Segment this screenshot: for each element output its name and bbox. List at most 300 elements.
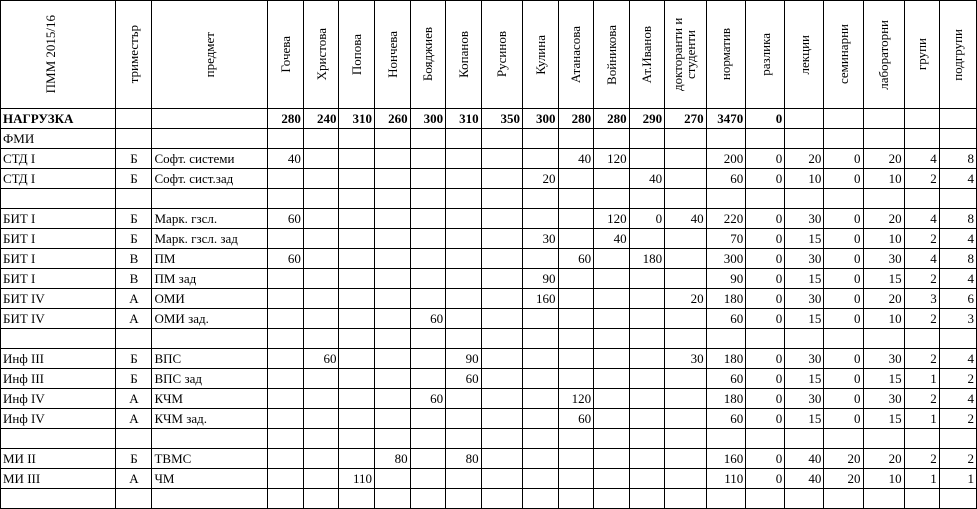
- table-row: [1, 149, 977, 169]
- table-cell: 0: [824, 249, 863, 269]
- table-cell: 40: [665, 209, 706, 229]
- table-cell: [522, 429, 558, 449]
- table-cell: 0: [824, 409, 863, 429]
- header-labs: [863, 1, 904, 109]
- table-cell: [303, 129, 339, 149]
- table-cell: [481, 129, 522, 149]
- table-cell: [594, 469, 630, 489]
- table-cell: 40: [785, 469, 824, 489]
- table-cell: [1, 189, 116, 209]
- table-cell: 15: [863, 269, 904, 289]
- table-cell: [558, 269, 594, 289]
- table-cell: [410, 349, 446, 369]
- table-cell: КЧМ: [152, 389, 268, 409]
- table-row: [1, 309, 977, 329]
- table-cell: [785, 129, 824, 149]
- table-cell: [629, 129, 665, 149]
- table-cell: 2: [904, 389, 939, 409]
- table-cell: 160: [522, 289, 558, 309]
- table-cell: Б: [116, 449, 152, 469]
- header-subject: [152, 1, 268, 109]
- teacher-label: Нончева: [384, 31, 400, 78]
- table-cell: 180: [629, 249, 665, 269]
- table-cell: [446, 409, 482, 429]
- teacher-label: Ат.Иванов: [639, 25, 655, 84]
- table-cell: [410, 229, 446, 249]
- table-cell: 20: [863, 209, 904, 229]
- table-cell: 40: [558, 149, 594, 169]
- table-cell: 30: [785, 209, 824, 229]
- table-cell: 4: [939, 169, 976, 189]
- header-teacher: [268, 1, 304, 109]
- table-cell: [522, 329, 558, 349]
- table-cell: [375, 369, 411, 389]
- table-cell: [410, 429, 446, 449]
- table-cell: А: [116, 389, 152, 409]
- table-cell: 60: [268, 249, 304, 269]
- table-cell: 3470: [706, 109, 746, 129]
- table-cell: 0: [824, 349, 863, 369]
- table-cell: В: [116, 269, 152, 289]
- header-row: [1, 1, 977, 109]
- table-cell: [558, 209, 594, 229]
- table-cell: [152, 189, 268, 209]
- teacher-label: Христова: [313, 28, 329, 81]
- table-cell: [410, 149, 446, 169]
- table-cell: 1: [904, 469, 939, 489]
- header-difference: [746, 1, 785, 109]
- table-cell: [746, 329, 785, 349]
- table-cell: [303, 249, 339, 269]
- table-cell: [481, 249, 522, 269]
- table-cell: [410, 449, 446, 469]
- table-cell: 2: [904, 309, 939, 329]
- table-cell: [665, 189, 706, 209]
- table-cell: [481, 349, 522, 369]
- table-cell: [785, 329, 824, 349]
- table-cell: 300: [410, 109, 446, 129]
- table-cell: [339, 149, 375, 169]
- table-cell: [594, 289, 630, 309]
- table-cell: [481, 189, 522, 209]
- table-cell: [481, 469, 522, 489]
- header-lectures: [785, 1, 824, 109]
- table-cell: [303, 429, 339, 449]
- table-cell: Софт. сист.зад: [152, 169, 268, 189]
- table-cell: 300: [522, 109, 558, 129]
- seminars-label: семинарни: [835, 24, 851, 85]
- teacher-label: Атанасова: [568, 25, 584, 84]
- table-cell: [785, 429, 824, 449]
- table-row: [1, 449, 977, 469]
- table-cell: [375, 129, 411, 149]
- table-cell: [746, 189, 785, 209]
- table-cell: [629, 469, 665, 489]
- table-cell: [594, 169, 630, 189]
- table-cell: 0: [746, 149, 785, 169]
- table-cell: [303, 409, 339, 429]
- table-cell: [375, 309, 411, 329]
- table-cell: [594, 269, 630, 289]
- table-cell: [116, 429, 152, 449]
- table-cell: [558, 369, 594, 389]
- table-cell: [522, 409, 558, 429]
- table-cell: Софт. системи: [152, 149, 268, 169]
- table-cell: [594, 409, 630, 429]
- table-cell: [268, 129, 304, 149]
- table-cell: 240: [303, 109, 339, 129]
- table-cell: [303, 209, 339, 229]
- table-cell: [824, 189, 863, 209]
- table-cell: [558, 349, 594, 369]
- table-cell: 310: [339, 109, 375, 129]
- table-cell: [665, 269, 706, 289]
- table-cell: СТД I: [1, 149, 116, 169]
- teacher-label: Попова: [349, 33, 365, 76]
- table-cell: [665, 469, 706, 489]
- table-cell: 60: [410, 309, 446, 329]
- table-cell: [522, 469, 558, 489]
- table-row: [1, 329, 977, 349]
- table-cell: [410, 249, 446, 269]
- table-cell: 1: [939, 469, 976, 489]
- table-cell: 1: [904, 369, 939, 389]
- table-cell: 120: [558, 389, 594, 409]
- table-cell: [339, 189, 375, 209]
- table-cell: 2: [904, 349, 939, 369]
- table-cell: 280: [268, 109, 304, 129]
- table-row: [1, 389, 977, 409]
- table-cell: [375, 469, 411, 489]
- table-cell: ОМИ зад.: [152, 309, 268, 329]
- table-row: [1, 289, 977, 309]
- table-cell: 20: [665, 289, 706, 309]
- table-cell: 0: [824, 289, 863, 309]
- table-cell: 90: [706, 269, 746, 289]
- table-cell: [629, 149, 665, 169]
- table-cell: [339, 209, 375, 229]
- table-cell: [939, 129, 976, 149]
- table-cell: [558, 309, 594, 329]
- table-cell: 20: [863, 149, 904, 169]
- table-cell: 70: [706, 229, 746, 249]
- table-cell: 0: [746, 369, 785, 389]
- norm-label: норматив: [718, 28, 734, 81]
- table-cell: [629, 229, 665, 249]
- table-cell: [481, 309, 522, 329]
- table-cell: [481, 149, 522, 169]
- table-cell: 15: [785, 309, 824, 329]
- table-cell: 1: [904, 409, 939, 429]
- table-cell: [375, 389, 411, 409]
- header-program: [1, 1, 116, 109]
- table-cell: 180: [706, 349, 746, 369]
- table-row: [1, 349, 977, 369]
- table-cell: [446, 469, 482, 489]
- table-cell: [481, 209, 522, 229]
- table-cell: 3: [939, 309, 976, 329]
- groups-label: групи: [914, 38, 930, 71]
- table-cell: [116, 129, 152, 149]
- table-cell: [594, 249, 630, 269]
- table-cell: [303, 469, 339, 489]
- table-cell: 60: [410, 389, 446, 409]
- table-row: [1, 409, 977, 429]
- table-cell: [446, 309, 482, 329]
- table-cell: [375, 429, 411, 449]
- table-cell: [939, 189, 976, 209]
- table-cell: [410, 129, 446, 149]
- table-cell: [375, 329, 411, 349]
- teacher-label: докторанти и студенти: [670, 17, 699, 92]
- table-cell: [1, 429, 116, 449]
- table-cell: [481, 229, 522, 249]
- header-seminars: [824, 1, 863, 109]
- table-cell: [446, 169, 482, 189]
- table-cell: 0: [824, 169, 863, 189]
- table-cell: [665, 169, 706, 189]
- table-cell: 2: [939, 369, 976, 389]
- table-cell: 270: [665, 109, 706, 129]
- table-cell: [410, 269, 446, 289]
- table-cell: 30: [785, 289, 824, 309]
- table-cell: [481, 409, 522, 429]
- table-cell: [863, 129, 904, 149]
- header-teacher: [481, 1, 522, 109]
- table-cell: 120: [594, 149, 630, 169]
- table-cell: [339, 269, 375, 289]
- table-cell: 0: [629, 209, 665, 229]
- teacher-label: Войникова: [603, 24, 619, 85]
- table-cell: [446, 229, 482, 249]
- table-cell: [629, 349, 665, 369]
- table-cell: 15: [785, 229, 824, 249]
- table-cell: Б: [116, 369, 152, 389]
- table-cell: 4: [939, 269, 976, 289]
- table-cell: [594, 349, 630, 369]
- table-cell: 0: [746, 389, 785, 409]
- table-cell: [339, 369, 375, 389]
- table-cell: [339, 449, 375, 469]
- table-cell: [558, 169, 594, 189]
- table-cell: 2: [939, 409, 976, 429]
- table-cell: [339, 309, 375, 329]
- table-cell: [629, 389, 665, 409]
- table-cell: 2: [904, 449, 939, 469]
- table-cell: [268, 369, 304, 389]
- table-cell: 8: [939, 149, 976, 169]
- table-cell: 350: [481, 109, 522, 129]
- table-cell: 0: [746, 169, 785, 189]
- table-cell: 8: [939, 249, 976, 269]
- table-cell: 20: [824, 469, 863, 489]
- table-row: [1, 129, 977, 149]
- table-cell: [446, 429, 482, 449]
- header-teacher: [629, 1, 665, 109]
- table-cell: [824, 129, 863, 149]
- table-cell: КЧМ зад.: [152, 409, 268, 429]
- table-cell: [629, 189, 665, 209]
- table-cell: [481, 389, 522, 409]
- table-cell: [303, 329, 339, 349]
- table-row: [1, 469, 977, 489]
- table-cell: 0: [746, 249, 785, 269]
- subgroups-label: подгрупи: [950, 28, 966, 81]
- table-cell: 15: [863, 409, 904, 429]
- table-cell: [268, 349, 304, 369]
- table-cell: 40: [268, 149, 304, 169]
- table-cell: [629, 269, 665, 289]
- table-cell: МИ II: [1, 449, 116, 469]
- table-cell: [375, 289, 411, 309]
- table-row: [1, 109, 977, 129]
- table-cell: [446, 189, 482, 209]
- table-cell: [268, 289, 304, 309]
- table-cell: 60: [706, 169, 746, 189]
- table-cell: [446, 209, 482, 229]
- table-cell: БИТ I: [1, 269, 116, 289]
- table-cell: [824, 429, 863, 449]
- table-cell: [481, 169, 522, 189]
- table-cell: А: [116, 309, 152, 329]
- header-teacher: [522, 1, 558, 109]
- table-cell: Инф IV: [1, 409, 116, 429]
- table-cell: [665, 309, 706, 329]
- table-cell: [594, 429, 630, 449]
- table-cell: [522, 129, 558, 149]
- header-groups: [904, 1, 939, 109]
- table-cell: [665, 449, 706, 469]
- table-cell: 300: [706, 249, 746, 269]
- table-cell: [152, 429, 268, 449]
- table-cell: [785, 189, 824, 209]
- table-cell: 10: [785, 169, 824, 189]
- table-cell: [375, 189, 411, 209]
- table-cell: 4: [939, 349, 976, 369]
- labs-label: лабораторни: [876, 19, 892, 90]
- table-cell: [446, 389, 482, 409]
- table-cell: 2: [904, 169, 939, 189]
- program-label: ПММ 2015/16: [43, 15, 59, 94]
- table-cell: 30: [863, 349, 904, 369]
- header-teacher: [558, 1, 594, 109]
- table-cell: [268, 469, 304, 489]
- table-cell: ВПС зад: [152, 369, 268, 389]
- table-cell: [410, 369, 446, 389]
- table-body: [1, 109, 977, 509]
- table-cell: [481, 329, 522, 349]
- table-cell: [594, 129, 630, 149]
- table-cell: [706, 129, 746, 149]
- table-cell: [665, 329, 706, 349]
- table-cell: [785, 109, 824, 129]
- table-cell: 0: [746, 449, 785, 469]
- table-cell: [303, 169, 339, 189]
- table-cell: ОМИ: [152, 289, 268, 309]
- table-cell: [446, 129, 482, 149]
- teacher-label: Гочева: [278, 36, 294, 73]
- table-cell: 310: [446, 109, 482, 129]
- table-cell: 30: [785, 389, 824, 409]
- table-cell: [522, 189, 558, 209]
- table-cell: 0: [746, 209, 785, 229]
- table-cell: 180: [706, 389, 746, 409]
- table-cell: [481, 369, 522, 389]
- lectures-label: лекции: [796, 34, 812, 75]
- table-cell: [116, 329, 152, 349]
- table-cell: БИТ I: [1, 229, 116, 249]
- table-cell: [904, 109, 939, 129]
- table-cell: [152, 129, 268, 149]
- table-cell: [268, 329, 304, 349]
- table-cell: [629, 369, 665, 389]
- table-cell: [481, 449, 522, 469]
- table-cell: [152, 109, 268, 129]
- table-cell: Марк. гзсл.: [152, 209, 268, 229]
- table-cell: ТВМС: [152, 449, 268, 469]
- table-cell: 200: [706, 149, 746, 169]
- header-teacher: [303, 1, 339, 109]
- table-cell: [706, 329, 746, 349]
- table-cell: 2: [904, 269, 939, 289]
- table-row: [1, 209, 977, 229]
- table-cell: [558, 429, 594, 449]
- table-cell: [268, 309, 304, 329]
- table-cell: [446, 329, 482, 349]
- table-cell: [522, 209, 558, 229]
- table-cell: [339, 169, 375, 189]
- header-teacher: [665, 1, 706, 109]
- table-cell: [522, 369, 558, 389]
- table-cell: [863, 189, 904, 209]
- table-cell: [375, 169, 411, 189]
- table-cell: [904, 329, 939, 349]
- header-subgroups: [939, 1, 976, 109]
- table-cell: [303, 449, 339, 469]
- table-cell: [746, 129, 785, 149]
- table-cell: [375, 269, 411, 289]
- table-cell: ПМ: [152, 249, 268, 269]
- table-cell: [339, 429, 375, 449]
- table-cell: [268, 449, 304, 469]
- teacher-label: Копанов: [455, 31, 471, 78]
- table-cell: [446, 149, 482, 169]
- table-cell: 0: [824, 269, 863, 289]
- table-cell: [665, 409, 706, 429]
- table-cell: [268, 389, 304, 409]
- table-cell: 15: [785, 409, 824, 429]
- table-cell: [706, 189, 746, 209]
- table-cell: [481, 269, 522, 289]
- table-cell: [904, 429, 939, 449]
- table-cell: [152, 329, 268, 349]
- table-row: [1, 229, 977, 249]
- table-cell: [303, 309, 339, 329]
- table-cell: Б: [116, 349, 152, 369]
- table-cell: [446, 269, 482, 289]
- table-cell: [746, 429, 785, 449]
- table-cell: [522, 449, 558, 469]
- table-cell: [268, 269, 304, 289]
- header-teacher: [339, 1, 375, 109]
- table-row: [1, 169, 977, 189]
- table-cell: 20: [522, 169, 558, 189]
- table-cell: 6: [939, 289, 976, 309]
- table-cell: [1, 329, 116, 349]
- table-cell: [339, 249, 375, 269]
- table-cell: [375, 149, 411, 169]
- table-cell: [116, 109, 152, 129]
